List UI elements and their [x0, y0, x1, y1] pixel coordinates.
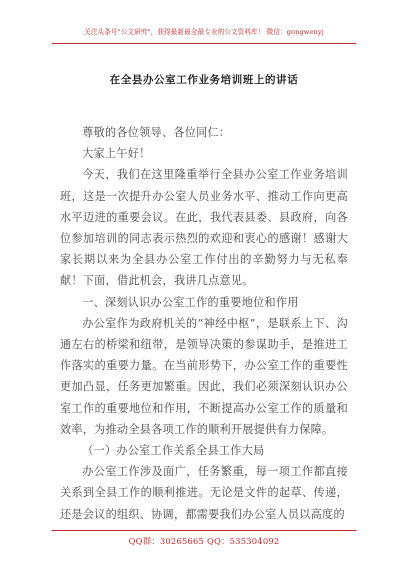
document-title: 在全县办公室工作业务培训班上的讲话 [109, 74, 299, 86]
header-promo-note: 关注头条号"公文研究"，获得最新最全最专业的公文资料库！ 微信：gongwenyj [84, 28, 324, 36]
document-body [60, 122, 348, 525]
greeting: 大家上午好！ [82, 147, 151, 161]
body-paragraph: 今天，我们在这里隆重举行全县办公室工作业务培训班，这是一次提升办公室人员业务水平、推动工作向更高水平迈进的重要会议。在此，我代表县委、县政府，向各位参加培训的同志表示热烈的欢迎和衷心的感谢！感谢大家长期以来为全县办公室工作付出的辛勤努力与无私奉献！下面，借此机会，我讲几点意见。 [60, 168, 348, 288]
footer-contact-note: QQ群：30265665 QQ：535304092 [128, 536, 280, 546]
body-paragraph: 办公室工作涉及面广，任务繁重，每一项工作都直接关系到全县工作的顺利推进。无论是文件的起草、传递，还是会议的组织、协调，都需要我们办公室人员以高度的 [60, 465, 348, 521]
subsection-heading: （一）办公室工作关系全县工作大局 [82, 444, 265, 458]
section-heading: 一、深刻认识办公室工作的重要地位和作用 [82, 295, 299, 309]
body-paragraph: 办公室作为政府机关的“神经中枢”，是联系上下、沟通左右的桥梁和纽带，是领导决策的参谋助手，是推进工作落实的重要力量。在当前形势下，办公室工作的重要性更加凸显，任务更加繁重。因此，我们必须深刻认识办公室工作的重要地位和作用，不断提高办公室工作的质量和效率，为推动全县各项工作的顺利开展提供有力保障。 [60, 316, 348, 436]
header-divider [52, 43, 356, 44]
salutation: 尊敬的各位领导、各位同仁： [82, 126, 231, 139]
footer-divider [52, 530, 356, 531]
